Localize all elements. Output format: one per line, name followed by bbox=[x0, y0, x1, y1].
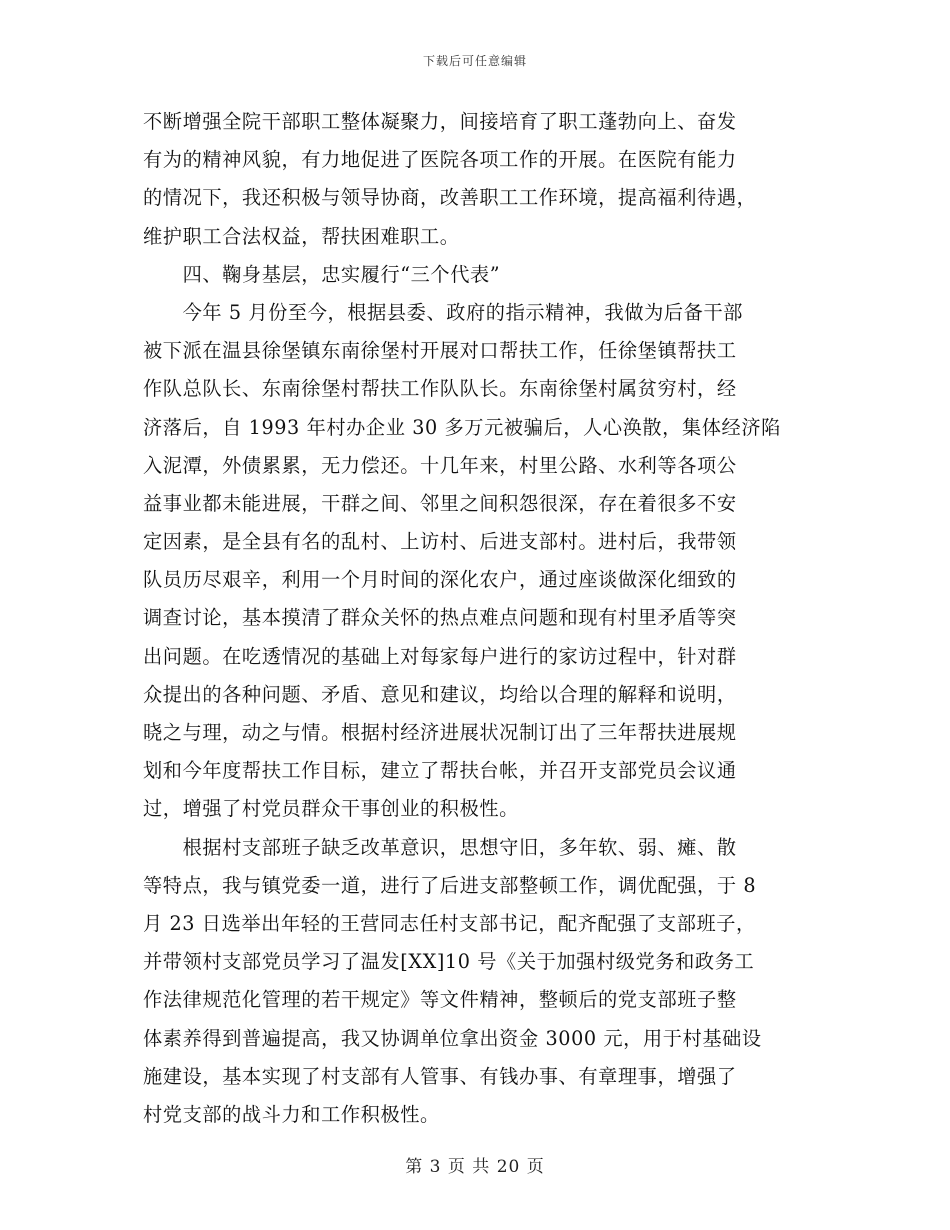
text-line: 根据村支部班子缺乏改革意识，思想守旧，多年软、弱、瘫、散 bbox=[143, 835, 737, 859]
text-line: 等特点，我与镇党委一道，进行了后进支部整顿工作，调优配强，于 8 bbox=[143, 873, 757, 897]
text-line: 济落后，自 1993 年村办企业 30 多万元被骗后，人心涣散，集体经济陷 bbox=[143, 415, 781, 439]
text-line: 体素养得到普遍提高，我又协调单位拿出资金 3000 元，用于村基础设 bbox=[143, 1026, 762, 1050]
text-line: 月 23 日选举出年轻的王营同志任村支部书记，配齐配强了支部班子， bbox=[143, 911, 756, 935]
text-line: 定因素，是全县有名的乱村、上访村、后进支部村。进村后，我带领 bbox=[143, 530, 737, 554]
text-line: 划和今年度帮扶工作目标，建立了帮扶台帐，并召开支部党员会议通 bbox=[143, 759, 737, 783]
text-line: 村党支部的战斗力和工作积极性。 bbox=[143, 1102, 440, 1126]
text-line: 作队总队长、东南徐堡村帮扶工作队队长。东南徐堡村属贫穷村，经 bbox=[143, 377, 737, 401]
text-line: 过，增强了村党员群众干事创业的积极性。 bbox=[143, 797, 519, 821]
page-header-note: 下载后可任意编辑 bbox=[422, 54, 527, 68]
text-line: 益事业都未能进展，干群之间、邻里之间积怨很深，存在着很多不安 bbox=[143, 491, 737, 515]
text-line: 晓之与理，动之与情。根据村经济进展状况制订出了三年帮扶进展规 bbox=[143, 721, 737, 744]
text-line: 维护职工合法权益，帮扶困难职工。 bbox=[143, 224, 460, 248]
text-line: 并带领村支部党员学习了温发[XX]10 号《关于加强村级党务和政务工 bbox=[143, 950, 755, 974]
page-number: 第 3 页 共 20 页 bbox=[405, 1157, 545, 1177]
text-line: 出问题。在吃透情况的基础上对每家每户进行的家访过程中，针对群 bbox=[143, 644, 737, 668]
text-line: 被下派在温县徐堡镇东南徐堡村开展对口帮扶工作，任徐堡镇帮扶工 bbox=[143, 339, 737, 363]
text-line: 众提出的各种问题、矛盾、意见和建议，均给以合理的解释和说明， bbox=[143, 682, 737, 706]
text-line: 入泥潭，外债累累，无力偿还。十几年来，村里公路、水利等各项公 bbox=[143, 453, 737, 477]
text-line: 不断增强全院干部职工整体凝聚力，间接培育了职工蓬勃向上、奋发 bbox=[143, 110, 737, 133]
text-line: 施建设，基本实现了村支部有人管事、有钱办事、有章理事，增强了 bbox=[143, 1064, 737, 1088]
section-heading: 四、鞠身基层，忠实履行“三个代表” bbox=[143, 262, 501, 286]
document-body bbox=[143, 103, 811, 1134]
text-line: 今年 5 月份至今，根据县委、政府的指示精神，我做为后备干部 bbox=[143, 300, 744, 324]
text-line: 调查讨论，基本摸清了群众关怀的热点难点问题和现有村里矛盾等突 bbox=[143, 606, 737, 630]
text-line: 有为的精神风貌，有力地促进了医院各项工作的开展。在医院有能力 bbox=[143, 148, 737, 172]
text-line: 作法律规范化管理的若干规定》等文件精神，整顿后的党支部班子整 bbox=[143, 988, 737, 1012]
text-line: 的情况下，我还积极与领导协商，改善职工工作环境，提高福利待遇， bbox=[143, 186, 757, 210]
text-line: 队员历尽艰辛，利用一个月时间的深化农户，通过座谈做深化细致的 bbox=[143, 568, 737, 592]
